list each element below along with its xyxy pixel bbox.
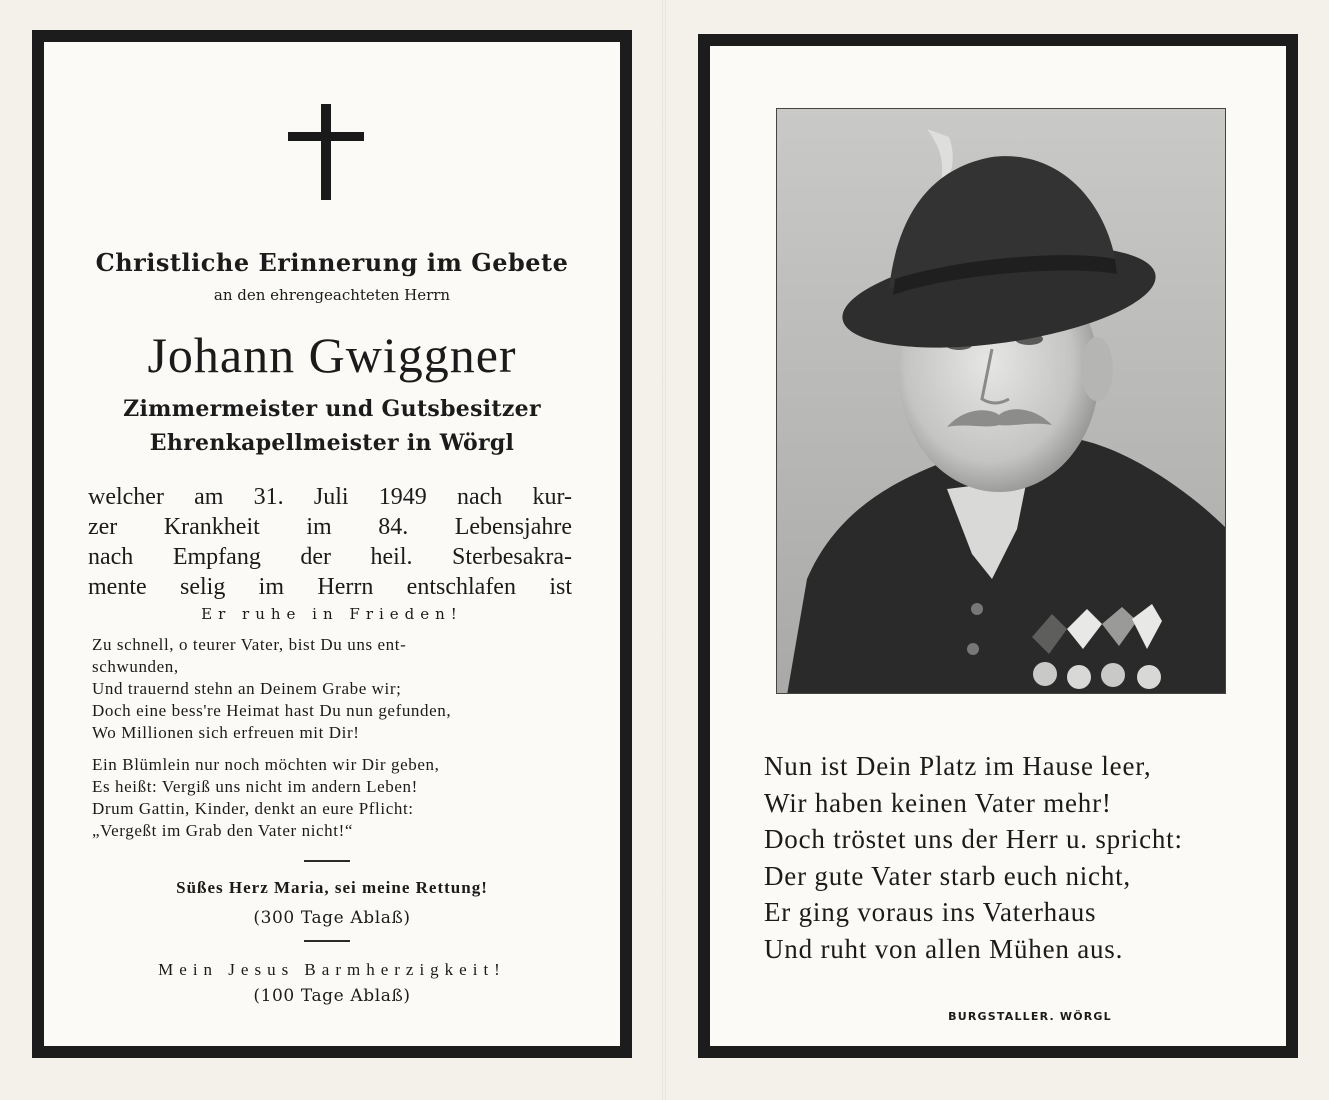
cross-horizontal-bar <box>288 132 364 141</box>
poem-line: Ein Blümlein nur noch möchten wir Dir geben, <box>92 755 440 774</box>
memorial-subheading: an den ehrengeachteten Herrn <box>213 286 451 304</box>
biography-line: welcher am 31. Juli 1949 nach kur- <box>88 484 572 510</box>
biography-line: nach Empfang der heil. Sterbesakra- <box>88 544 572 570</box>
poem-line: Es heißt: Vergiß uns nicht im andern Leben! <box>92 777 418 796</box>
poem-line: Drum Gattin, Kinder, denkt an eure Pflicht: <box>92 799 414 818</box>
verse-line: Und ruht von allen Mühen aus. <box>764 933 1124 964</box>
printer-credit: BURGSTALLER. WÖRGL <box>948 1010 1112 1023</box>
poem-stanza-1 <box>92 634 582 744</box>
poem-line: Und trauernd stehn an Deinem Grabe wir; <box>92 679 402 698</box>
biography-text <box>88 482 572 602</box>
poem-line: Doch eine bess're Heimat hast Du nun gefunden, <box>92 701 452 720</box>
divider <box>304 860 350 862</box>
deceased-role-1: Zimmermeister und Gutsbesitzer <box>123 396 541 422</box>
indulgence-1: (300 Tage Ablaß) <box>253 908 411 928</box>
poem-line: „Vergeßt im Grab den Vater nicht!“ <box>92 821 353 840</box>
verse-line: Nun ist Dein Platz im Hause leer, <box>764 751 1152 781</box>
prayer-1: Süßes Herz Maria, sei meine Rettung! <box>176 878 488 897</box>
rest-in-peace: Er ruhe in Frieden! <box>201 605 463 623</box>
poem-line: Zu schnell, o teurer Vater, bist Du uns ent- <box>92 635 407 654</box>
divider <box>304 940 350 942</box>
prayer-2: Mein Jesus Barmherzigkeit! <box>158 960 506 979</box>
consolation-verse <box>764 748 1254 968</box>
memorial-heading: Christliche Erinnerung im Gebete <box>95 248 569 277</box>
cross-vertical-bar <box>321 104 331 200</box>
deceased-name: Johann Gwiggner <box>147 327 517 383</box>
poem-line: schwunden, <box>92 657 179 676</box>
indulgence-2: (100 Tage Ablaß) <box>253 986 411 1006</box>
poem-line: Wo Millionen sich erfreuen mit Dir! <box>92 723 360 742</box>
verse-line: Der gute Vater starb euch nicht, <box>764 860 1131 891</box>
biography-line: zer Krankheit im 84. Lebensjahre <box>88 514 572 540</box>
portrait-of-man-in-hat-icon <box>777 109 1226 694</box>
card-fold <box>662 0 666 1100</box>
verse-line: Doch tröstet uns der Herr u. spricht: <box>764 824 1183 855</box>
verse-line: Wir haben keinen Vater mehr! <box>764 787 1112 818</box>
poem-stanza-2 <box>92 754 582 842</box>
cross-icon <box>288 104 364 200</box>
deceased-role-2: Ehrenkapellmeister in Wörgl <box>149 430 515 456</box>
biography-line: mente selig im Herrn entschlafen ist <box>88 574 572 600</box>
portrait-photo <box>776 108 1226 694</box>
verse-line: Er ging voraus ins Vaterhaus <box>764 897 1097 928</box>
